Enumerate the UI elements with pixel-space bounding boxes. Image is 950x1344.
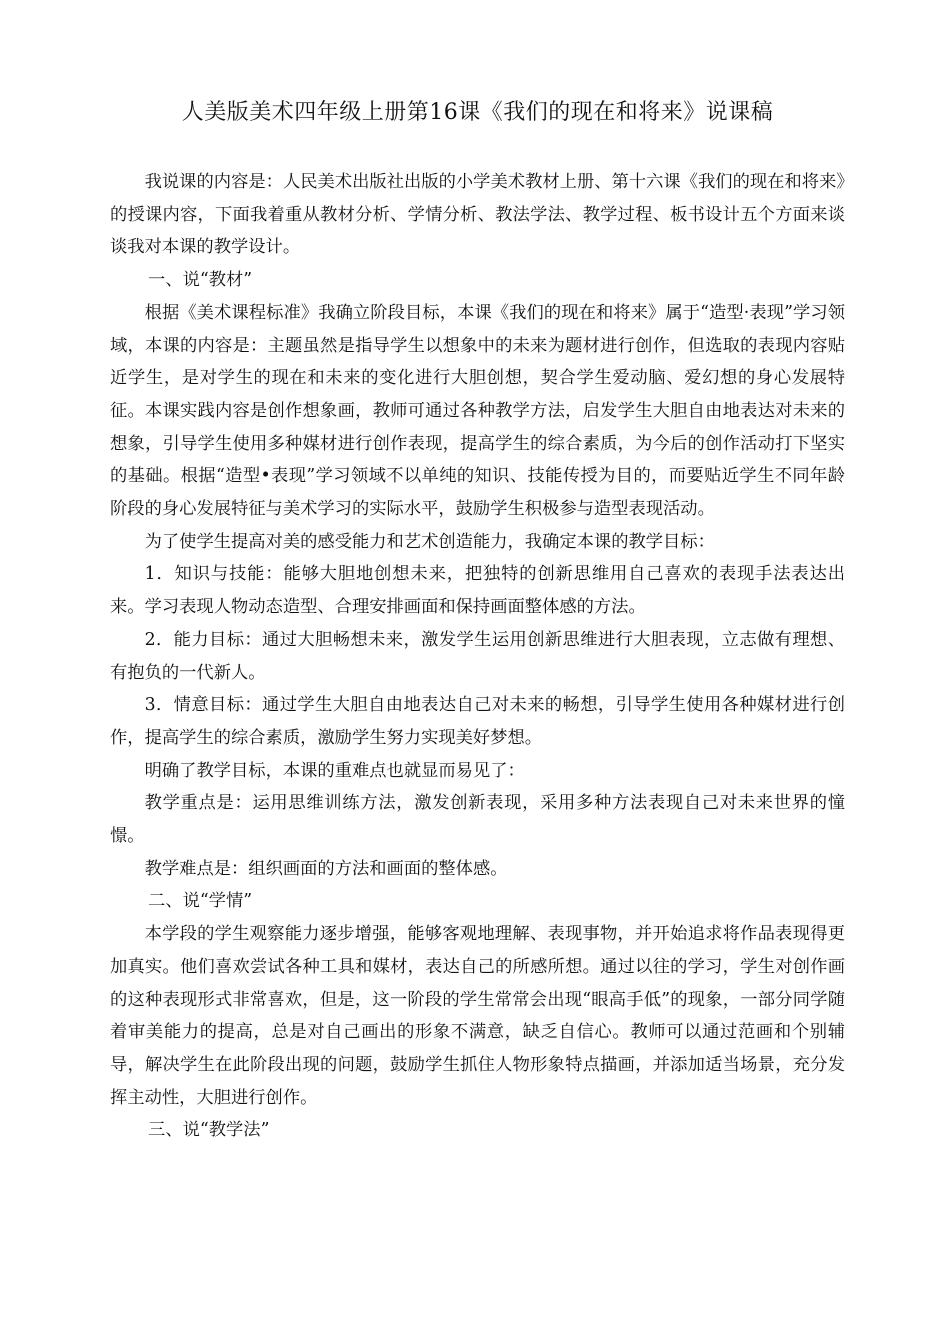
- paragraph-key-point: 教学重点是：运用思维训练方法，激发创新表现，采用多种方法表现自己对未来世界的憧憬。: [110, 793, 845, 847]
- document-body: [110, 166, 845, 1147]
- paragraph-intro: 我说课的内容是：人民美术出版社出版的小学美术教材上册、第十六课《我们的现在和将来》的授课内容，下面我着重从教材分析、学情分析、教法学法、教学过程、板书设计五个方面来谈谈我对本课的教学设计。: [110, 172, 845, 258]
- paragraph-goal-ability: 2．能力目标：通过大胆畅想未来，激发学生运用创新思维进行大胆表现，立志做有理想、有抱负的一代新人。: [110, 629, 845, 683]
- paragraph-key-points-intro: 明确了教学目标，本课的重难点也就显而易见了：: [144, 760, 525, 781]
- section-heading-methods: 三、说“教学法”: [148, 1120, 270, 1141]
- paragraph-difficult-point: 教学难点是：组织画面的方法和画面的整体感。: [144, 858, 508, 879]
- section-heading-students: 二、说“学情”: [148, 891, 253, 912]
- paragraph-student-analysis: 本学段的学生观察能力逐步增强，能够客观地理解、表现事物，并开始追求将作品表现得更加真实。他们喜欢尝试各种工具和媒材，表达自己的所感所想。通过以往的学习，学生对创作画的这种表现形式非常喜欢，但是，这一阶段的学生常常会出现“眼高手低”的现象，一部分同学随着审美能力的提高，总是对自己画出的形象不满意，缺乏自信心。教师可以通过范画和个别辅导，解决学生在此阶段出现的问题，鼓励学生抓住人物形象特点描画，并添加适当场景，充分发挥主动性，大胆进行创作。: [110, 924, 845, 1108]
- paragraph-goal-knowledge: 1．知识与技能：能够大胆地创想未来，把独特的创新思维用自己喜欢的表现手法表达出来。学习表现人物动态造型、合理安排画面和保持画面整体感的方法。: [110, 564, 845, 618]
- paragraph-goal-emotion: 3．情意目标：通过学生大胆自由地表达自己对未来的畅想，引导学生使用各种媒材进行创作，提高学生的综合素质，激励学生努力实现美好梦想。: [110, 695, 845, 748]
- document-title: 人美版美术四年级上册第16课《我们的现在和将来》说课稿: [181, 100, 774, 125]
- paragraph-goals-intro: 为了使学生提高对美的感受能力和艺术创造能力，我确定本课的教学目标：: [144, 531, 715, 552]
- paragraph-textbook-analysis: 根据《美术课程标准》我确立阶段目标，本课《我们的现在和将来》属于“造型·表现”学习领域，本课的内容是：主题虽然是指导学生以想象中的未来为题材进行创作，但选取的表现内容贴近学生，是对学生的现在和未来的变化进行大胆创想，契合学生爱动脑、爱幻想的身心发展特征。本课实践内容是创作想象画，教师可通过各种教学方法，启发学生大胆自由地表达对未来的想象，引导学生使用多种媒材进行创作表现，提高学生的综合素质，为今后的创作活动打下坚实的基础。根据“造型•表现”学习领域不以单纯的知识、技能传授为目的，而要贴近学生不同年龄阶段的身心发展特征与美术学习的实际水平，鼓励学生积极参与造型表现活动。: [110, 302, 845, 520]
- section-heading-textbook: 一、说“教材”: [148, 270, 253, 291]
